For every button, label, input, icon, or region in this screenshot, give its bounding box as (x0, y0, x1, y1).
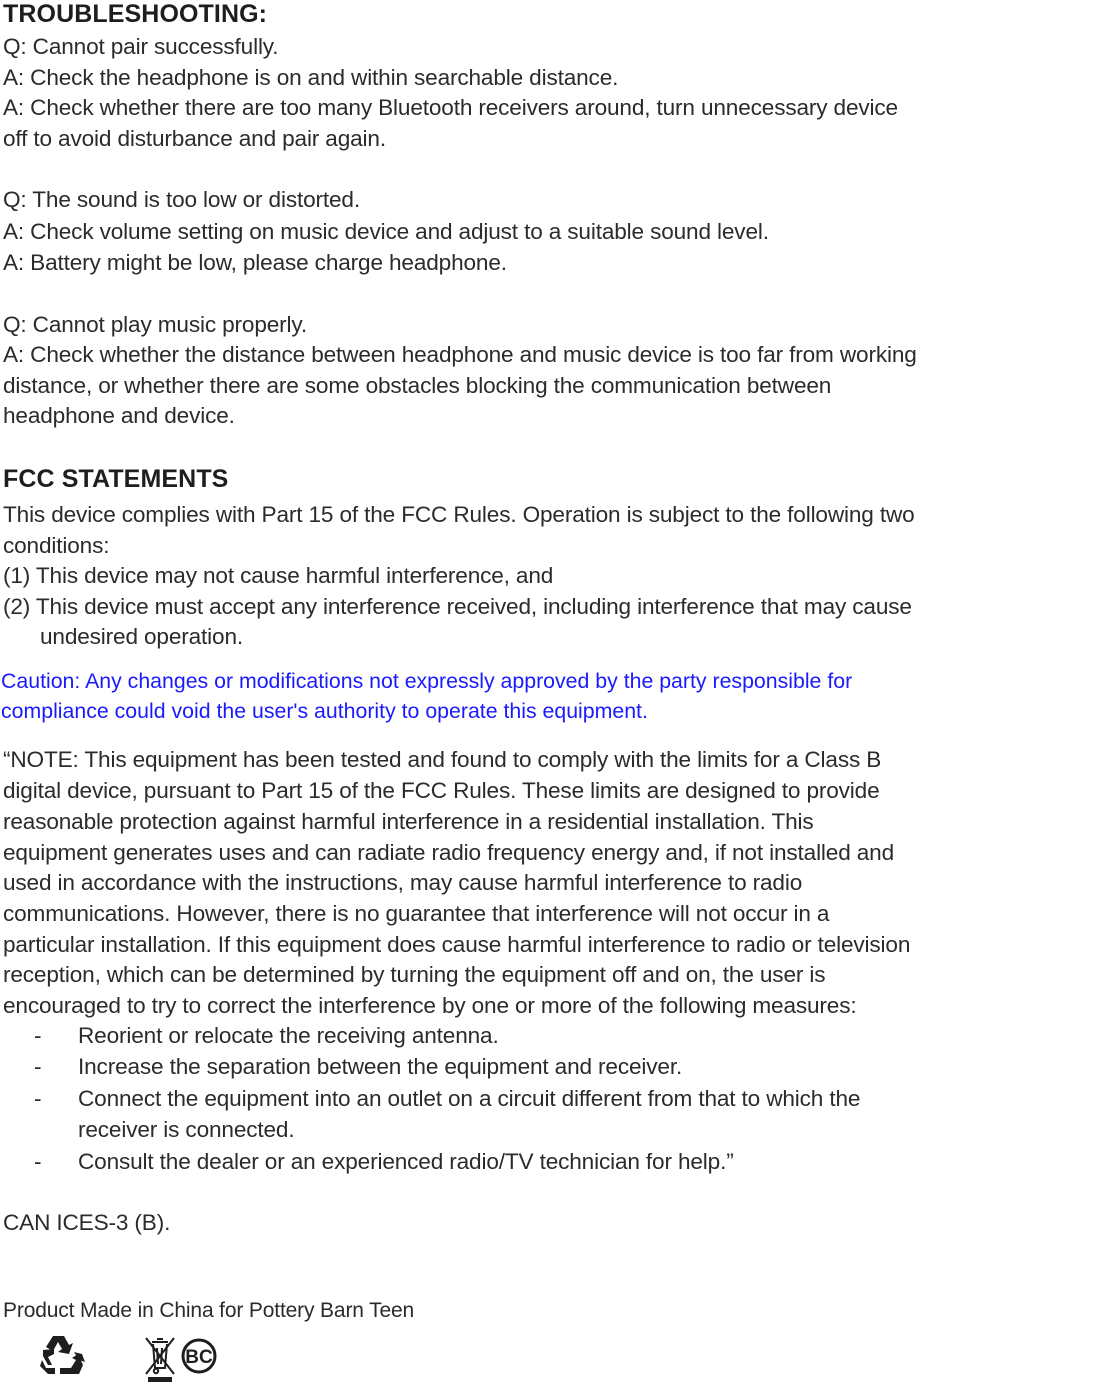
q-cannot-play: Q: Cannot play music properly. (3, 312, 307, 337)
caution-line: compliance could void the user's authority to operate this equipment. (1, 699, 648, 723)
measure-item: Increase the separation between the equipment and receiver. (78, 1054, 683, 1079)
note-line: “NOTE: This equipment has been tested and found to comply with the limits for a Class B (3, 747, 882, 772)
measure-item: Connect the equipment into an outlet on a circuit different from that to which the (78, 1086, 861, 1111)
q-cannot-pair: Q: Cannot pair successfully. (3, 34, 279, 59)
answer-line: A: Check whether there are too many Bluetooth receivers around, turn unnecessary device (3, 95, 898, 120)
made-in-statement: Product Made in China for Pottery Barn Teen (3, 1299, 415, 1322)
fcc-line: conditions: (3, 533, 110, 558)
note-line: reception, which can be determined by turning the equipment off and on, the user is (3, 962, 826, 987)
answer-line: A: Check volume setting on music device and adjust to a suitable sound level. (3, 219, 769, 244)
ices-statement: CAN ICES-3 (B). (3, 1210, 171, 1235)
bullet-dash: - (34, 1086, 42, 1111)
compliance-icons (38, 1332, 248, 1384)
answer-line: A: Battery might be low, please charge headphone. (3, 250, 507, 275)
measure-item: Reorient or relocate the receiving antenna. (78, 1023, 499, 1048)
fcc-line: This device complies with Part 15 of the FCC Rules. Operation is subject to the following two (3, 502, 915, 527)
measure-item: Consult the dealer or an experienced radio/TV technician for help.” (78, 1149, 734, 1174)
note-line: communications. However, there is no guarantee that interference will not occur in a (3, 901, 830, 926)
measure-item-cont: receiver is connected. (78, 1117, 295, 1142)
answer-line: off to avoid disturbance and pair again. (3, 126, 386, 151)
bullet-dash: - (34, 1149, 42, 1174)
answer-line: distance, or whether there are some obstacles blocking the communication between (3, 373, 832, 398)
bc-label: BC (185, 1347, 213, 1368)
caution-line: Caution: Any changes or modifications not expressly approved by the party responsible for (1, 669, 853, 693)
recycle-icon (40, 1336, 85, 1374)
note-line: reasonable protection against harmful interference in a residential installation. This (3, 809, 814, 834)
fcc-condition-2-cont: undesired operation. (40, 624, 244, 649)
bc-battery-charger-icon (183, 1340, 215, 1372)
note-line: particular installation. If this equipment does cause harmful interference to radio or television (3, 932, 911, 957)
troubleshooting-heading: TROUBLESHOOTING: (3, 0, 268, 28)
note-line: used in accordance with the instructions, may cause harmful interference to radio (3, 870, 803, 895)
fcc-condition-1: (1) This device may not cause harmful interference, and (3, 563, 554, 588)
bullet-dash: - (34, 1054, 42, 1079)
answer-line: A: Check whether the distance between headphone and music device is too far from working (3, 342, 917, 367)
note-line: equipment generates uses and can radiate radio frequency energy and, if not installed and (3, 840, 895, 865)
q-sound-low: Q: The sound is too low or distorted. (3, 187, 360, 212)
fcc-condition-2: (2) This device must accept any interference received, including interference that may cause (3, 594, 912, 619)
note-line: digital device, pursuant to Part 15 of the FCC Rules. These limits are designed to provide (3, 778, 880, 803)
answer-line: headphone and device. (3, 403, 235, 428)
crossed-out-bin-icon (146, 1338, 174, 1382)
answer-line: A: Check the headphone is on and within searchable distance. (3, 65, 619, 90)
bullet-dash: - (34, 1023, 42, 1048)
note-line: encouraged to try to correct the interference by one or more of the following measures: (3, 993, 857, 1018)
fcc-heading: FCC STATEMENTS (3, 465, 229, 493)
